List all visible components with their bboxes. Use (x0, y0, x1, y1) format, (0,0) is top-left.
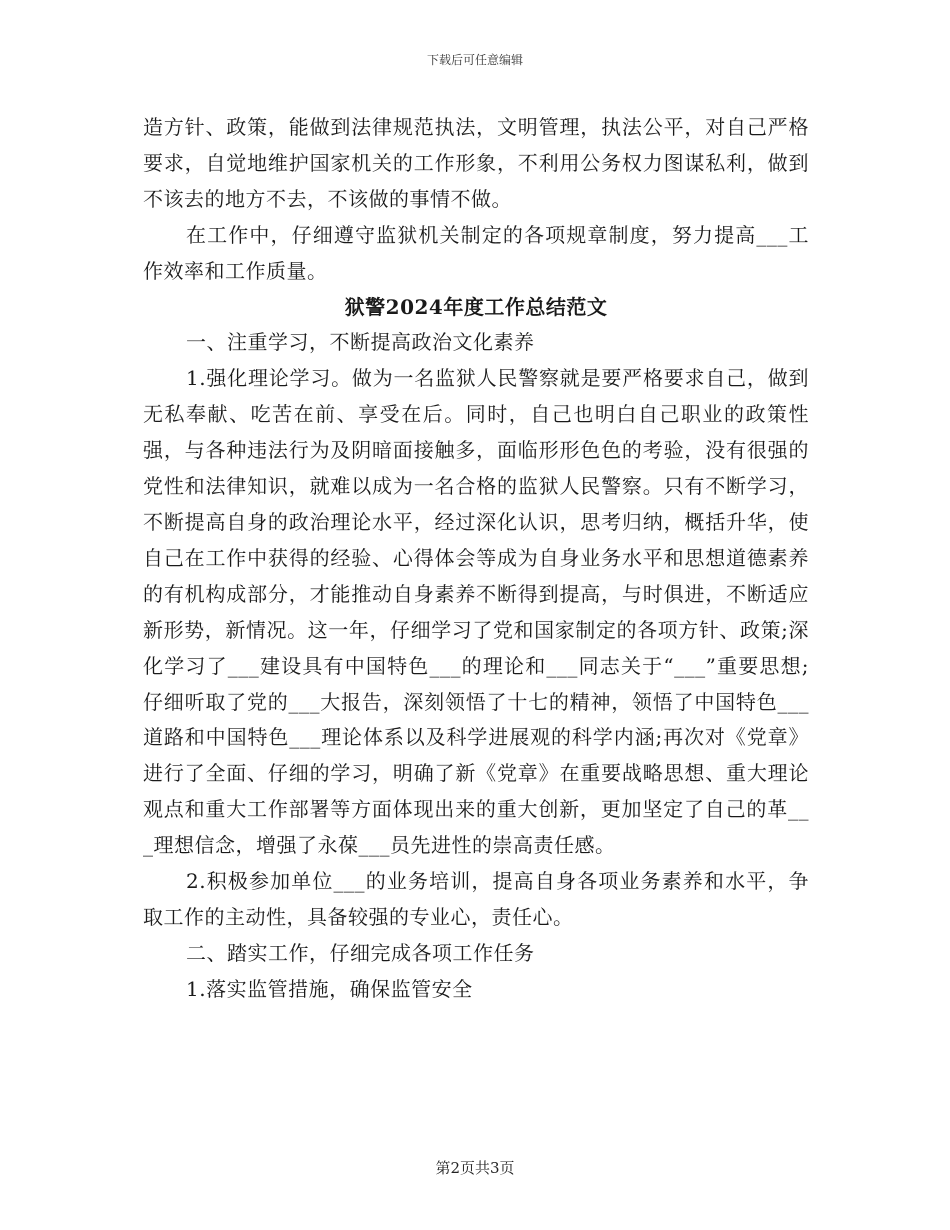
document-body (143, 110, 809, 1008)
section-1-item-1: 1.强化理论学习。做为一名监狱人民警察就是要严格要求自己，做到无私奉献、吃苦在前、享受在后。同时，自己也明白自己职业的政策性强，与各种违法行为及阴暗面接触多，面临形形色色的考验，没有很强的党性和法律知识，就难以成为一名合格的监狱人民警察。只有不断学习，不断提高自身的政治理论水平，经过深化认识，思考归纳，概括升华，使自己在工作中获得的经验、心得体会等成为自身业务水平和思想道德素养的有机构成部分，才能推动自身素养不断得到提高，与时俱进，不断适应新形势，新情况。这一年，仔细学习了党和国家制定的各项方针、政策;深化学习了___建设具有中国特色___的理论和___同志关于“___”重要思想;仔细听取了党的___大报告，深刻领悟了十七的精神，领悟了中国特色___道路和中国特色___理论体系以及科学进展观的科学内涵;再次对《党章》进行了全面、仔细的学习，明确了新《党章》在重要战略思想、重大理论观点和重大工作部署等方面体现出来的重大创新，更加坚定了自己的革___理想信念，增强了永葆___员先进性的崇高责任感。 (143, 366, 809, 858)
page-footer: 第2页共3页 (435, 1159, 515, 1177)
document-title: 狱警2024年度工作总结范文 (344, 294, 608, 319)
intro-paragraph-2: 在工作中，仔细遵守监狱机关制定的各项规章制度，努力提高___工作效率和工作质量。 (143, 222, 809, 283)
section-1-item-2: 2.积极参加单位___的业务培训，提高自身各项业务素养和水平，争取工作的主动性，具备较强的专业心，责任心。 (143, 869, 809, 929)
intro-paragraph-1: 造方针、政策，能做到法律规范执法，文明管理，执法公平，对自己严格要求，自觉地维护国家机关的工作形象，不利用公务权力图谋私利，做到不该去的地方不去，不该做的事情不做。 (143, 115, 809, 211)
section-2-item-1: 1.落实监管措施，确保监管安全 (186, 976, 473, 1001)
section-1-heading: 一、注重学习，不断提高政治文化素养 (186, 330, 535, 355)
page-header: 下载后可任意编辑 (426, 53, 523, 67)
section-2-heading: 二、踏实工作，仔细完成各项工作任务 (186, 940, 535, 965)
